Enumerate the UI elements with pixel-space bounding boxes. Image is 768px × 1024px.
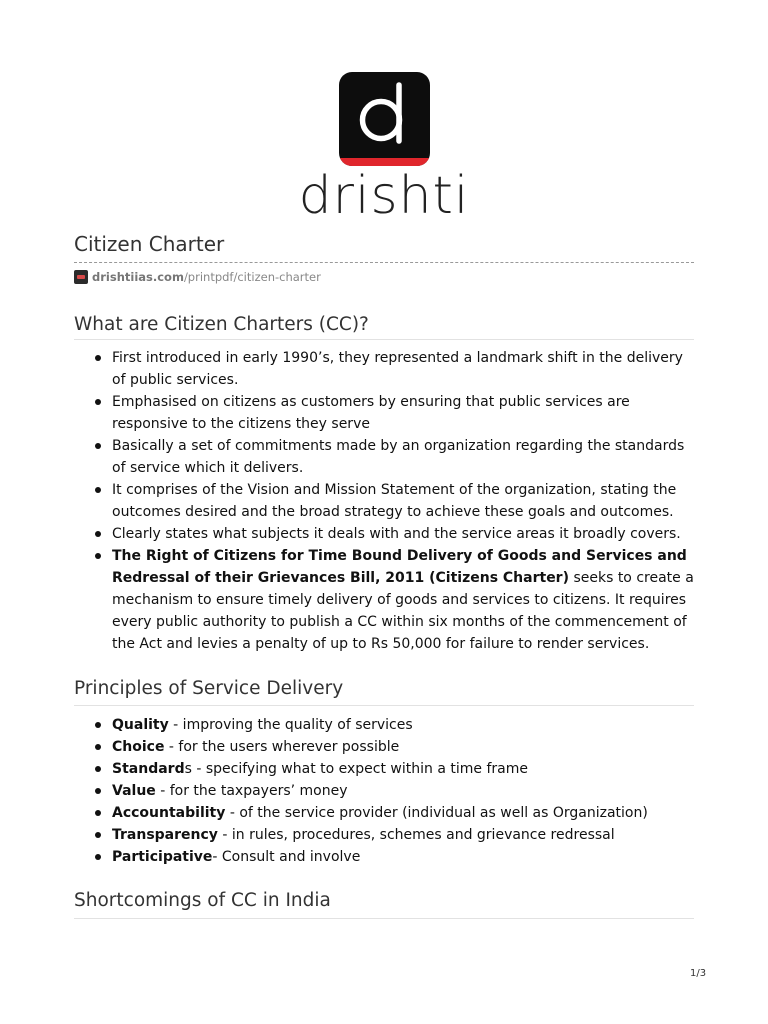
list-item: Quality - improving the quality of services (74, 714, 694, 736)
list-item: First introduced in early 1990’s, they represented a landmark shift in the delivery of public services. (74, 347, 694, 391)
principles-list (74, 714, 694, 868)
list-item: Standards - specifying what to expect within a time frame (74, 758, 694, 780)
letter-d-icon (339, 72, 430, 158)
list-item: Value - for the taxpayers’ money (74, 780, 694, 802)
list-item: Participative- Consult and involve (74, 846, 694, 868)
list-item: Emphasised on citizens as customers by ensuring that public services are responsive to the citizens they serve (74, 391, 694, 435)
source-domain: drishtiias.com (92, 270, 184, 284)
page-number: 1/3 (690, 968, 707, 979)
section-heading-shortcomings: Shortcomings of CC in India (74, 890, 331, 911)
brand-wordmark: drishti (298, 166, 470, 226)
cc-definition-list (74, 347, 694, 655)
list-item: Accountability - of the service provider (individual as well as Organization) (74, 802, 694, 824)
list-item: Basically a set of commitments made by an organization regarding the standards of service which it delivers. (74, 435, 694, 479)
source-link[interactable] (74, 268, 321, 286)
section-divider (74, 339, 694, 340)
list-item: It comprises of the Vision and Mission Statement of the organization, stating the outcomes desired and the broad strategy to achieve these goals and outcomes. (74, 479, 694, 523)
section-heading-principles: Principles of Service Delivery (74, 678, 344, 699)
source-path: /printpdf/citizen-charter (183, 270, 321, 284)
list-item: Choice - for the users wherever possible (74, 736, 694, 758)
list-item: Clearly states what subjects it deals with and the service areas it broadly covers. (74, 523, 694, 545)
title-divider (74, 262, 694, 263)
drishti-favicon-icon (74, 270, 88, 284)
brand-logo-icon (339, 72, 430, 166)
list-item: The Right of Citizens for Time Bound Delivery of Goods and Services and Redressal of their Grievances Bill, 2011 (Citizens Charter) seeks to create a mechanism to ensure timely delivery of goods and services to citizens. It requires every public authority to publish a CC within six months of the commencement of the Act and levies a penalty of up to Rs 50,000 for failure to render services. (74, 545, 694, 655)
logo-red-stripe (339, 158, 430, 166)
section-heading-what-are-cc: What are Citizen Charters (CC)? (74, 314, 369, 335)
section-divider (74, 918, 694, 919)
page-title: Citizen Charter (74, 232, 225, 256)
section-divider (74, 705, 694, 706)
list-item: Transparency - in rules, procedures, schemes and grievance redressal (74, 824, 694, 846)
